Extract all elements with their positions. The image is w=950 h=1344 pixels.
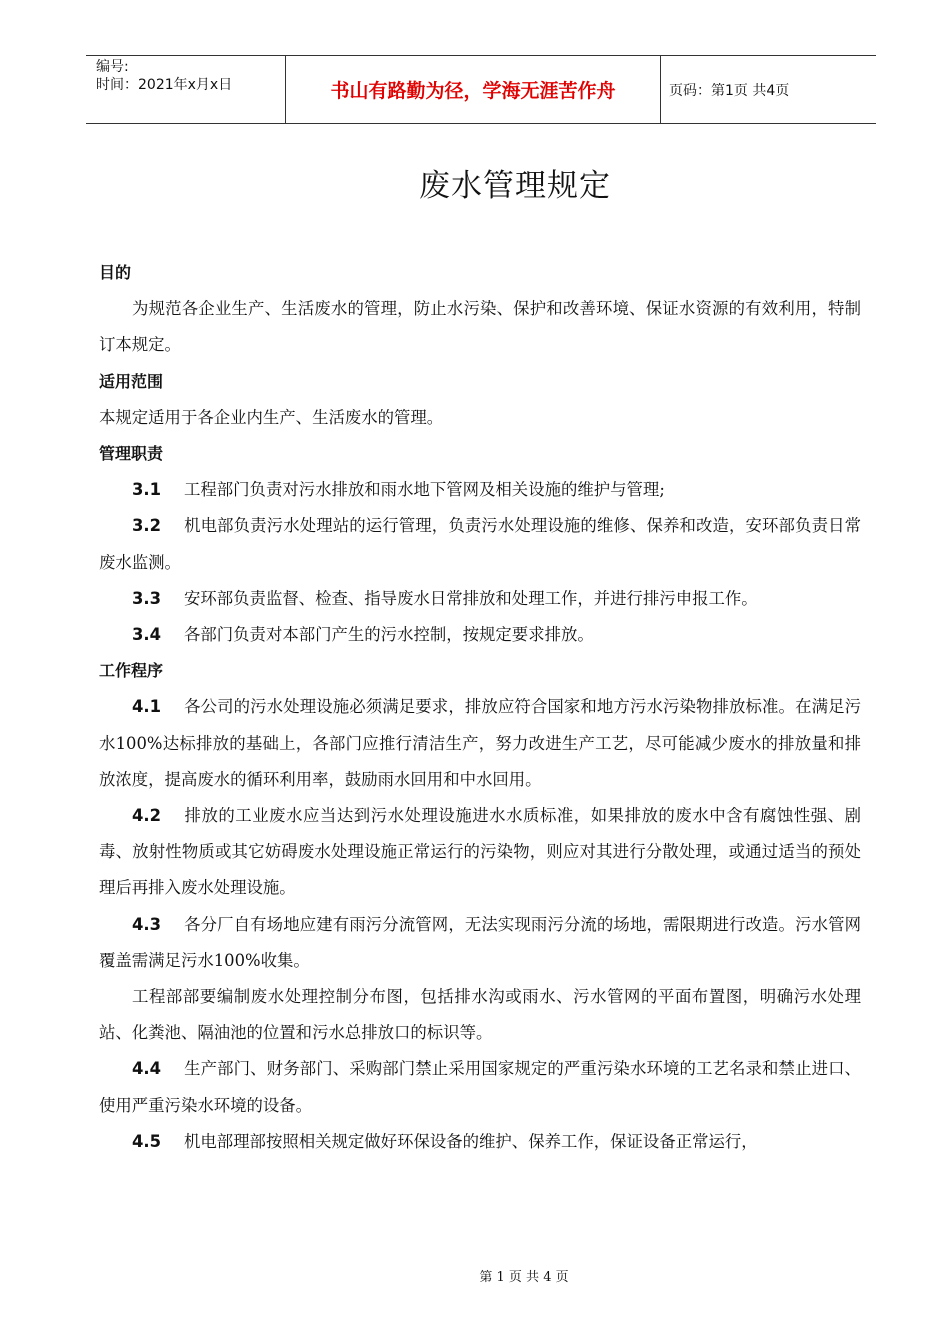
procedure-item	[99, 689, 861, 798]
duty-item	[99, 472, 861, 508]
duty-item	[99, 617, 861, 653]
time-label: 时间：2021年x月x日	[96, 77, 233, 93]
item-text: 安环部负责监督、检查、指导废水日常排放和处理工作，并进行排污申报工作。	[184, 588, 758, 608]
purpose-text: 为规范各企业生产、生活废水的管理，防止水污染、保护和改善环境、保证水资源的有效利用，特制订本规定。	[99, 299, 861, 355]
duty-item	[99, 581, 861, 617]
scope-text: 本规定适用于各企业内生产、生活废水的管理。	[99, 407, 444, 427]
item-text: 各部门负责对本部门产生的污水控制，按规定要求排放。	[184, 625, 594, 645]
item-text: 各公司的污水处理设施必须满足要求，排放应符合国家和地方污水污染物排放标准。在满足污水100%达标排放的基础上，各部门应推行清洁生产，努力改进生产工艺，尽可能减少废水的排放量和排放浓度，提高废水的循环利用率，鼓励雨水回用和中水回用。	[99, 697, 861, 789]
item-text: 工程部门负责对污水排放和雨水地下管网及相关设施的维护与管理;	[184, 480, 665, 500]
item-number: 3.2	[132, 516, 162, 536]
header-table	[86, 55, 876, 124]
section-heading-procedure: 工作程序	[99, 661, 164, 681]
item-text: 各分厂自有场地应建有雨污分流管网，无法实现雨污分流的场地，需限期进行改造。污水管网覆盖需满足污水100%收集。	[99, 914, 861, 970]
section-heading-scope: 适用范围	[99, 371, 164, 391]
item-text: 生产部门、财务部门、采购部门禁止采用国家规定的严重污染水环境的工艺名录和禁止进口、使用严重污染水环境的设备。	[99, 1059, 861, 1115]
item-number: 4.3	[132, 914, 162, 934]
number-label: 编号:	[96, 59, 129, 75]
item-number: 4.1	[132, 697, 162, 717]
item-number: 3.4	[132, 625, 162, 645]
header-page-info: 页码：第1页 共4页	[669, 82, 790, 99]
item-text: 机电部理部按照相关规定做好环保设备的维护、保养工作，保证设备正常运行，	[184, 1131, 758, 1151]
item-text: 机电部负责污水处理站的运行管理，负责污水处理设施的维修、保养和改造，安环部负责日常废水监测。	[99, 516, 861, 572]
procedure-item	[99, 1051, 861, 1123]
item-number: 4.5	[132, 1131, 162, 1151]
document-body	[99, 255, 861, 1160]
page-footer: 第 1 页 共 4 页	[479, 1270, 569, 1285]
section-heading-duties: 管理职责	[99, 444, 164, 464]
procedure-paragraph: 工程部部要编制废水处理控制分布图，包括排水沟或雨水、污水管网的平面布置图，明确污水处理站、化粪池、隔油池的位置和污水总排放口的标识等。	[99, 987, 861, 1043]
item-number: 3.3	[132, 588, 162, 608]
procedure-item	[99, 798, 861, 907]
item-number: 3.1	[132, 480, 162, 500]
item-number: 4.4	[132, 1059, 162, 1079]
item-number: 4.2	[132, 806, 162, 826]
item-text: 排放的工业废水应当达到污水处理设施进水水质标准，如果排放的废水中含有腐蚀性强、剧毒、放射性物质或其它妨碍废水处理设施正常运行的污染物，则应对其进行分散处理，或通过适当的预处理后再排入废水处理设施。	[99, 806, 861, 898]
procedure-item	[99, 907, 861, 979]
header-meta-cell	[86, 56, 286, 123]
duty-item	[99, 508, 861, 580]
procedure-item	[99, 1124, 861, 1160]
section-heading-purpose: 目的	[99, 263, 132, 282]
document-title: 废水管理规定	[419, 168, 611, 204]
header-motto: 书山有路勤为径，学海无涯苦作舟	[286, 56, 661, 123]
